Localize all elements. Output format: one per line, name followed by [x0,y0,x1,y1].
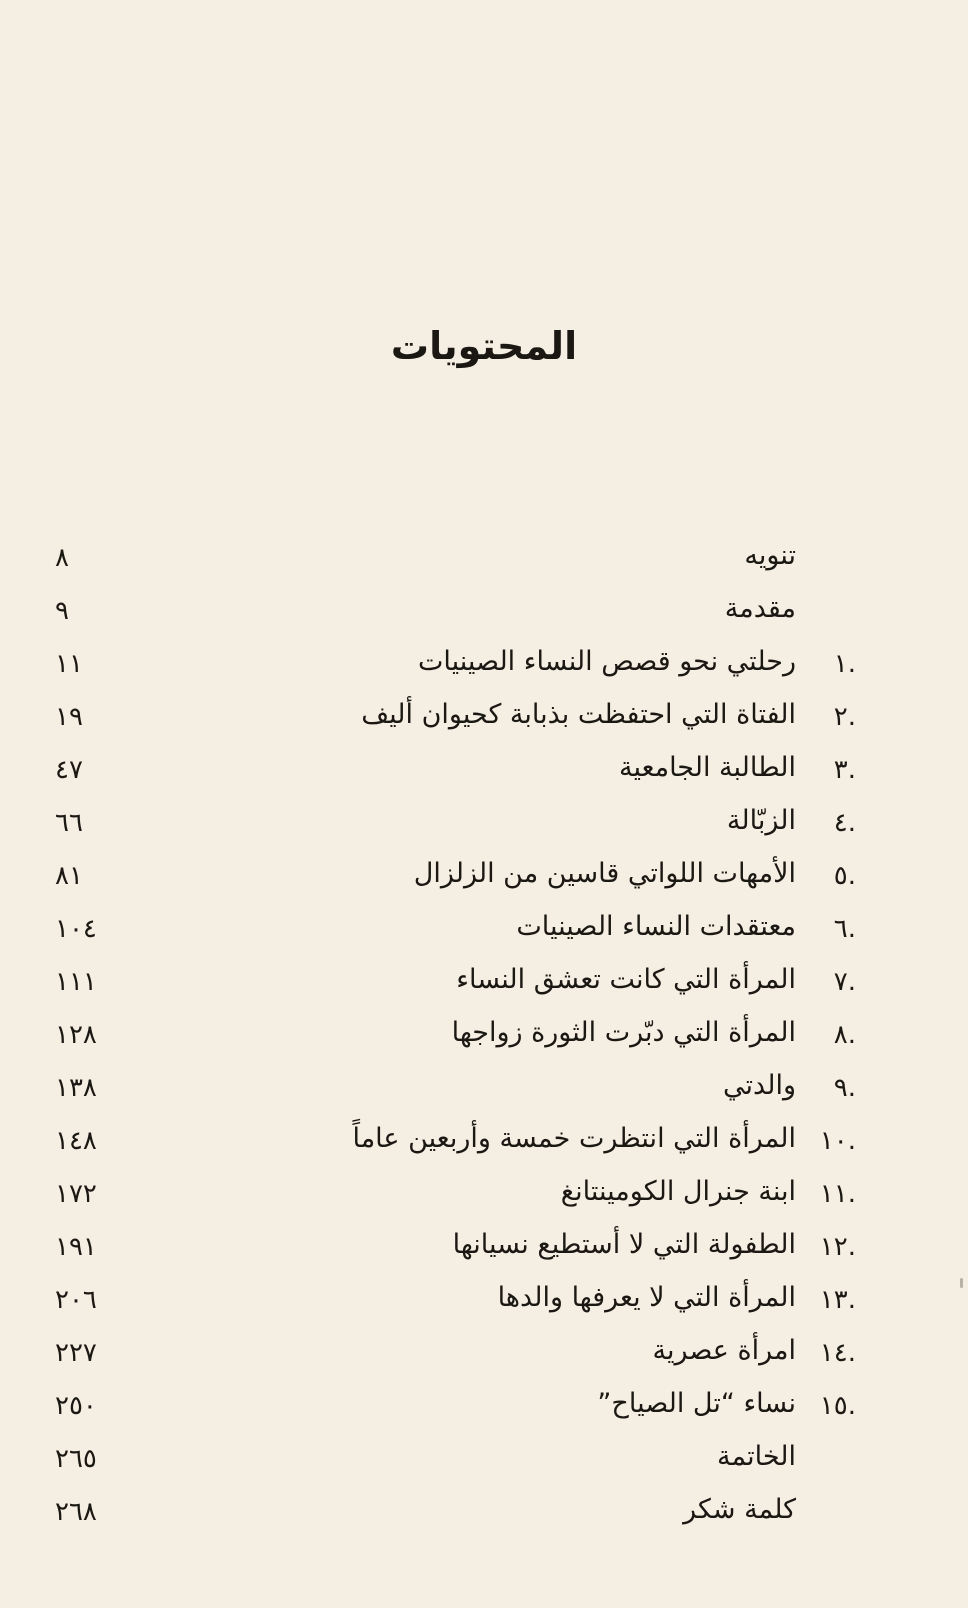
toc-entry-chapter-8 [0,1010,968,1063]
entry-number: .١٥ [819,1391,856,1421]
toc-entry-chapter-11 [0,1169,968,1222]
entry-title: الطالبة الجامعية [618,752,796,783]
table-of-contents [0,533,968,1540]
toc-entry-chapter-10 [0,1116,968,1169]
entry-title: نساء “تل الصياح” [597,1388,796,1419]
toc-entry-conclusion [0,1434,968,1487]
entry-title: والدتي [723,1070,796,1101]
entry-page: ١٠٤ [55,914,97,944]
entry-number: .١٣ [819,1285,856,1315]
entry-page: ٢٥٠ [55,1391,97,1421]
entry-number: .٣ [833,755,856,785]
entry-number: .٤ [833,808,856,838]
entry-number: .٢ [833,702,856,732]
entry-title: ابنة جنرال الكومينتانغ [560,1176,796,1207]
toc-entry-acknowledgment-note [0,533,968,586]
entry-page: ١٤٨ [55,1126,97,1156]
entry-page: ١٩ [55,702,83,732]
page-title: المحتويات [390,324,578,368]
entry-number: .١١ [819,1179,856,1209]
entry-title: المرأة التي انتظرت خمسة وأربعين عاماً [352,1123,796,1154]
toc-entry-chapter-14 [0,1328,968,1381]
entry-page: ١٧٢ [55,1179,97,1209]
toc-entry-chapter-4 [0,798,968,851]
entry-title: الزبّالة [726,805,796,836]
toc-entry-chapter-5 [0,851,968,904]
toc-entry-chapter-7 [0,957,968,1010]
toc-entry-chapter-3 [0,745,968,798]
entry-page: ٢٢٧ [55,1338,97,1368]
toc-entry-chapter-12 [0,1222,968,1275]
toc-entry-chapter-2 [0,692,968,745]
entry-title: الخاتمة [717,1441,796,1472]
toc-entry-chapter-15 [0,1381,968,1434]
toc-entry-chapter-13 [0,1275,968,1328]
entry-page: ٢٠٦ [55,1285,97,1315]
toc-entry-introduction [0,586,968,639]
entry-title: المرأة التي دبّرت الثورة زواجها [451,1017,796,1048]
entry-page: ١٢٨ [55,1020,97,1050]
entry-page: ٩ [55,596,69,626]
entry-title: الطفولة التي لا أستطيع نسيانها [452,1229,796,1260]
toc-entry-chapter-1 [0,639,968,692]
entry-page: ١٩١ [55,1232,97,1262]
entry-number: .١٢ [819,1232,856,1262]
entry-title: امرأة عصرية [652,1335,796,1366]
entry-number: .٦ [833,914,856,944]
entry-title: كلمة شكر [683,1494,796,1525]
entry-number: .٩ [833,1073,856,1103]
entry-page: ١٣٨ [55,1073,97,1103]
entry-page: ١١ [55,649,83,679]
entry-number: .١ [833,649,856,679]
toc-entry-thanks [0,1487,968,1540]
entry-title: معتقدات النساء الصينيات [516,911,796,942]
entry-number: .١٠ [819,1126,856,1156]
entry-number: .٥ [833,861,856,891]
entry-page: ٢٦٨ [55,1497,97,1527]
entry-number: .٨ [833,1020,856,1050]
entry-title: الفتاة التي احتفظت بذبابة كحيوان أليف [361,699,796,730]
entry-title: تنويه [744,540,796,571]
entry-title: مقدمة [724,593,796,624]
entry-title: الأمهات اللواتي قاسين من الزلزال [413,858,796,889]
entry-number: .٧ [833,967,856,997]
paper-speck [960,1278,963,1288]
toc-entry-chapter-9 [0,1063,968,1116]
entry-page: ٤٧ [55,755,83,785]
entry-title: المرأة التي كانت تعشق النساء [456,964,796,995]
entry-title: المرأة التي لا يعرفها والدها [497,1282,796,1313]
entry-page: ١١١ [55,967,97,997]
entry-title: رحلتي نحو قصص النساء الصينيات [417,646,796,677]
entry-number: .١٤ [819,1338,856,1368]
entry-page: ٢٦٥ [55,1444,97,1474]
entry-page: ٨١ [55,861,83,891]
entry-page: ٦٦ [55,808,83,838]
entry-page: ٨ [55,543,69,573]
toc-entry-chapter-6 [0,904,968,957]
